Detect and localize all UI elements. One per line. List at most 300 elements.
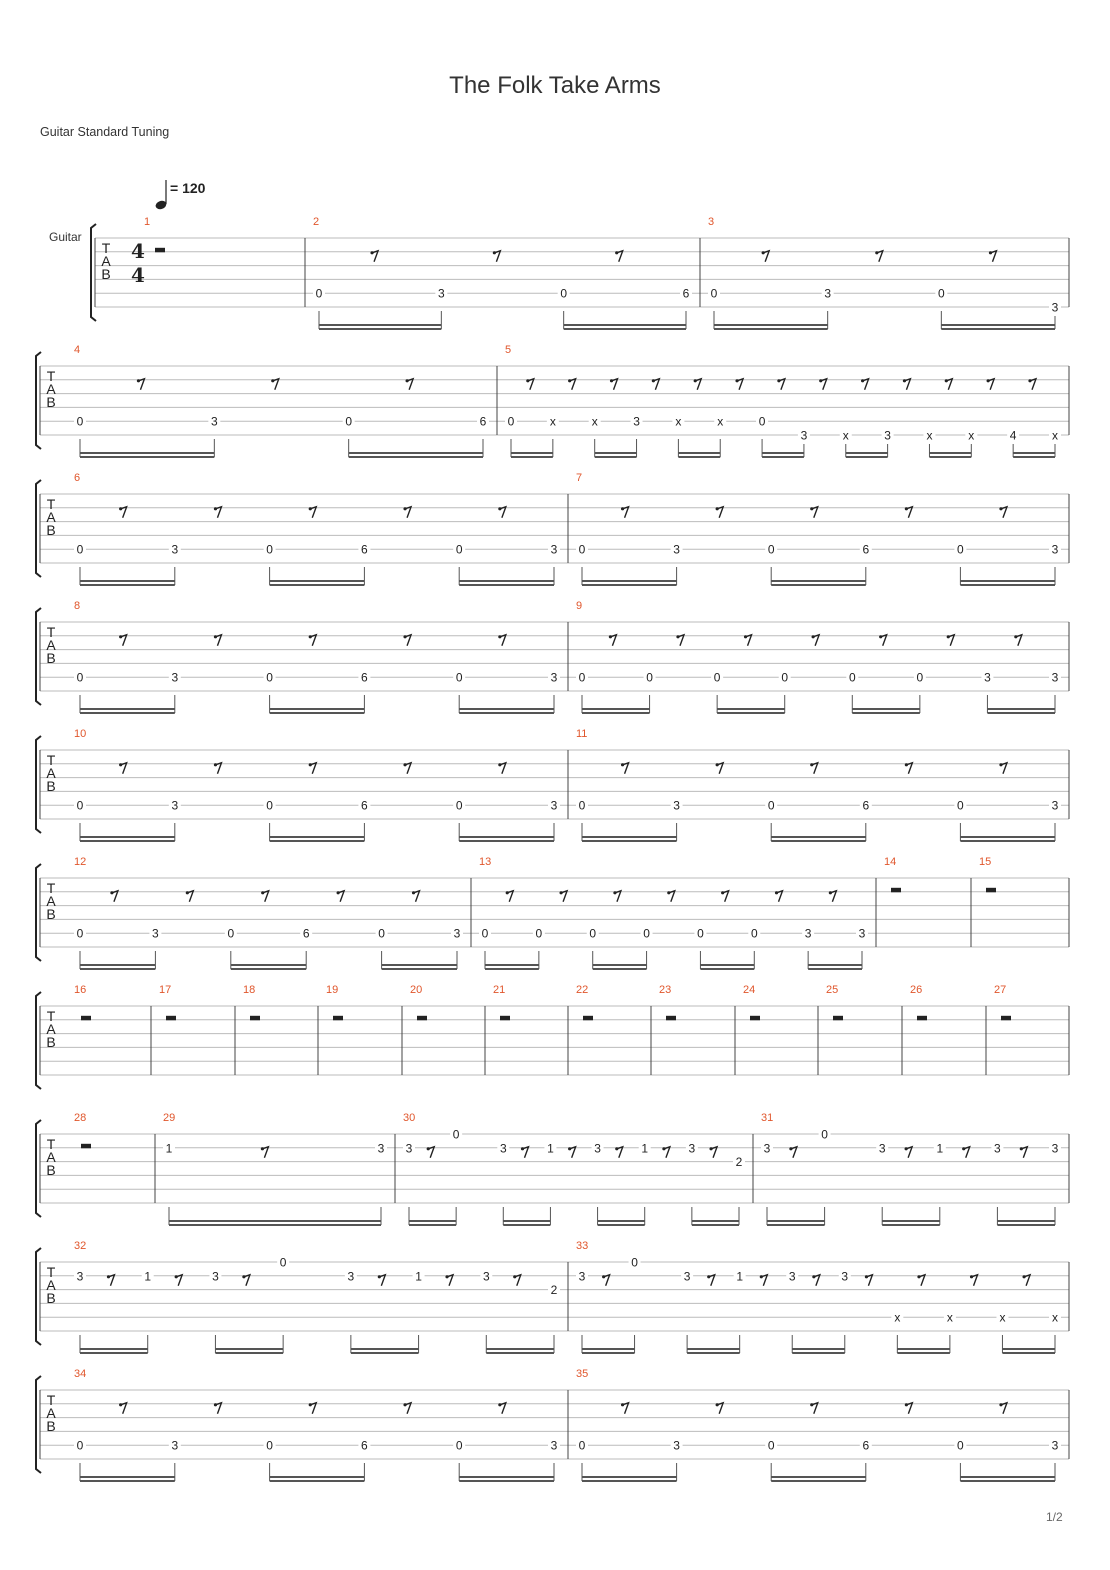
- whole-rest-icon: [891, 888, 901, 893]
- eighth-rest-dot: [999, 507, 1002, 510]
- tab-clef-letter: A: [46, 893, 56, 909]
- fret-number: 0: [781, 670, 789, 685]
- fret-number: 6: [361, 798, 368, 813]
- fret-number: 0: [76, 926, 84, 941]
- fret-number: 3: [683, 1269, 691, 1284]
- eighth-rest-dot: [744, 635, 747, 638]
- tab-clef-letter: A: [46, 1405, 56, 1421]
- whole-rest-icon: [917, 1016, 927, 1021]
- measure-number: 20: [410, 984, 423, 996]
- measure-number: 16: [74, 984, 87, 996]
- eighth-rest-dot: [309, 635, 312, 638]
- whole-rest-icon: [81, 1016, 91, 1021]
- fret-number: x: [946, 1310, 953, 1325]
- eighth-rest-dot: [445, 1275, 448, 1278]
- fret-number: 0: [646, 670, 653, 685]
- measure-number: 9: [576, 600, 583, 612]
- eighth-rest-dot: [652, 379, 655, 382]
- eighth-rest-dot: [1020, 1147, 1023, 1150]
- eighth-rest-dot: [526, 379, 529, 382]
- eighth-rest-dot: [810, 1403, 813, 1406]
- measure-number: 11: [576, 728, 588, 740]
- measure-number: 5: [505, 344, 512, 356]
- fret-number: x: [591, 414, 598, 429]
- fret-number: 0: [452, 1127, 460, 1142]
- fret-number: x: [926, 428, 933, 443]
- fret-number: 3: [437, 286, 445, 301]
- eighth-rest-dot: [762, 251, 765, 254]
- measure-number: 10: [74, 728, 87, 740]
- measure-number: 26: [910, 984, 923, 996]
- eighth-rest-dot: [498, 1403, 501, 1406]
- eighth-rest-dot: [337, 891, 340, 894]
- measure-number: 7: [576, 472, 583, 484]
- tab-clef-letter: T: [46, 1008, 56, 1024]
- fret-number: 3: [673, 542, 680, 557]
- eighth-rest-dot: [819, 379, 822, 382]
- fret-number: 0: [848, 670, 856, 685]
- fret-number: 0: [578, 542, 586, 557]
- fret-number: 3: [1051, 1141, 1059, 1156]
- measure-number: 29: [163, 1112, 176, 1124]
- fret-number: 2: [550, 1283, 558, 1298]
- fret-number: 0: [957, 798, 964, 813]
- eighth-rest-dot: [427, 1147, 430, 1150]
- measure-number: 21: [493, 984, 506, 996]
- eighth-rest-dot: [403, 507, 406, 510]
- tab-clef-letter: T: [46, 1264, 56, 1280]
- tab-system: [91, 216, 1069, 329]
- fret-number: 4: [1009, 428, 1017, 443]
- fret-number: 3: [994, 1141, 1001, 1156]
- eighth-rest-dot: [777, 379, 780, 382]
- fret-number: x: [999, 1310, 1006, 1325]
- fret-number: 0: [589, 926, 597, 941]
- tab-clef-letter: T: [101, 240, 111, 256]
- whole-rest-icon: [833, 1016, 843, 1021]
- eighth-rest-dot: [621, 763, 624, 766]
- tab-clef-letter: T: [46, 624, 56, 640]
- eighth-rest-dot: [812, 1275, 815, 1278]
- measure-number: 33: [576, 1240, 589, 1252]
- fret-number: 3: [482, 1269, 490, 1284]
- tab-clef-letter: A: [46, 381, 56, 397]
- eighth-rest-dot: [214, 1403, 217, 1406]
- eighth-rest-dot: [521, 1147, 524, 1150]
- eighth-rest-dot: [987, 379, 990, 382]
- measure-number: 24: [743, 984, 756, 996]
- eighth-rest-dot: [615, 1147, 618, 1150]
- fret-number: x: [894, 1310, 901, 1325]
- fret-number: 0: [937, 286, 945, 301]
- fret-number: 3: [171, 542, 179, 557]
- tab-clef-letter: A: [46, 765, 56, 781]
- fret-number: x: [1052, 1310, 1058, 1325]
- measure-number: 31: [761, 1112, 774, 1124]
- whole-rest-icon: [250, 1016, 260, 1021]
- eighth-rest-dot: [271, 379, 274, 382]
- fret-number: 0: [957, 542, 964, 557]
- tab-clef-letter: B: [46, 1290, 56, 1306]
- eighth-rest-dot: [879, 635, 882, 638]
- measure-number: 18: [243, 984, 256, 996]
- eighth-rest-dot: [621, 507, 624, 510]
- eighth-rest-dot: [875, 251, 878, 254]
- tab-clef-letter: A: [46, 509, 56, 525]
- fret-number: 3: [171, 798, 179, 813]
- measure-number: 22: [576, 984, 589, 996]
- eighth-rest-dot: [406, 379, 409, 382]
- eighth-rest-dot: [309, 1403, 312, 1406]
- fret-number: 6: [479, 414, 487, 429]
- fret-number: 3: [763, 1141, 771, 1156]
- tab-clef-letter: B: [46, 1162, 56, 1178]
- eighth-rest-dot: [621, 1403, 624, 1406]
- measure-number: 14: [884, 856, 897, 868]
- measure-number: 27: [994, 984, 1007, 996]
- fret-number: 3: [550, 798, 558, 813]
- eighth-rest-dot: [1014, 635, 1017, 638]
- fret-number: 1: [165, 1141, 173, 1156]
- eighth-rest-dot: [568, 1147, 571, 1150]
- fret-number: 3: [1051, 1438, 1059, 1453]
- eighth-rest-dot: [905, 763, 908, 766]
- page-number: 1/2: [1046, 1510, 1063, 1524]
- fret-number: 0: [279, 1255, 287, 1270]
- eighth-rest-dot: [810, 507, 813, 510]
- fret-number: 6: [361, 670, 368, 685]
- eighth-rest-dot: [568, 379, 571, 382]
- eighth-rest-dot: [721, 891, 724, 894]
- fret-number: 3: [152, 926, 159, 941]
- tab-clef-letter: A: [46, 1021, 56, 1037]
- fret-number: 3: [499, 1141, 507, 1156]
- eighth-rest-dot: [403, 635, 406, 638]
- eighth-rest-dot: [498, 763, 501, 766]
- fret-number: 0: [821, 1127, 828, 1142]
- eighth-rest-dot: [214, 763, 217, 766]
- eighth-rest-dot: [119, 763, 122, 766]
- eighth-rest-dot: [119, 635, 122, 638]
- fret-number: 3: [453, 926, 461, 941]
- whole-rest-icon: [81, 1144, 91, 1149]
- eighth-rest-dot: [999, 1403, 1002, 1406]
- fret-number: 3: [377, 1141, 385, 1156]
- measure-number: 23: [659, 984, 672, 996]
- fret-number: 0: [378, 926, 385, 941]
- measure-number: 19: [326, 984, 339, 996]
- eighth-rest-dot: [214, 507, 217, 510]
- fret-number: 0: [266, 798, 273, 813]
- fret-number: x: [549, 414, 556, 429]
- fret-number: 0: [76, 1438, 84, 1453]
- measure-number: 15: [979, 856, 992, 868]
- fret-number: 0: [266, 1438, 273, 1453]
- fret-number: x: [675, 414, 682, 429]
- measure-number: 1: [144, 216, 151, 228]
- eighth-rest-dot: [760, 1275, 763, 1278]
- eighth-rest-dot: [812, 635, 815, 638]
- tuning-label: Guitar Standard Tuning: [40, 125, 170, 139]
- fret-number: 3: [673, 1438, 680, 1453]
- fret-number: 0: [76, 414, 84, 429]
- tab-clef-letter: T: [46, 1392, 56, 1408]
- fret-number: 1: [144, 1269, 152, 1284]
- fret-number: 0: [643, 926, 650, 941]
- eighth-rest-dot: [962, 1147, 965, 1150]
- fret-number: 3: [405, 1141, 413, 1156]
- tempo-marking: = 120: [170, 180, 206, 196]
- eighth-rest-dot: [694, 379, 697, 382]
- fret-number: 0: [535, 926, 543, 941]
- measure-number: 8: [74, 600, 81, 612]
- eighth-rest-dot: [498, 507, 501, 510]
- fret-number: 0: [76, 542, 84, 557]
- fret-number: x: [968, 428, 975, 443]
- fret-number: 3: [550, 670, 558, 685]
- fret-number: 0: [713, 670, 721, 685]
- fret-number: 3: [878, 1141, 886, 1156]
- fret-number: 3: [1051, 798, 1059, 813]
- fret-number: 3: [212, 1269, 219, 1284]
- fret-number: 0: [455, 670, 463, 685]
- measure-number: 2: [313, 216, 320, 228]
- eighth-rest-dot: [610, 379, 613, 382]
- tab-clef-letter: T: [46, 880, 56, 896]
- whole-rest-icon: [333, 1016, 343, 1021]
- fret-number: 6: [302, 926, 310, 941]
- fret-number: x: [842, 428, 849, 443]
- eighth-rest-dot: [214, 635, 217, 638]
- tab-clef-letter: T: [46, 752, 56, 768]
- fret-number: 0: [455, 798, 463, 813]
- fret-number: 1: [736, 1269, 744, 1284]
- fret-number: 3: [1051, 670, 1059, 685]
- eighth-rest-dot: [602, 1275, 605, 1278]
- eighth-rest-dot: [110, 891, 113, 894]
- eighth-rest-dot: [1022, 1275, 1025, 1278]
- tab-clef-letter: B: [46, 394, 56, 410]
- fret-number: 3: [841, 1269, 849, 1284]
- measure-number: 6: [74, 472, 81, 484]
- fret-number: 2: [735, 1155, 743, 1170]
- fret-number: 0: [76, 670, 84, 685]
- eighth-rest-dot: [945, 379, 948, 382]
- tab-system: [36, 984, 1069, 1089]
- eighth-rest-dot: [175, 1275, 178, 1278]
- eighth-rest-dot: [403, 1403, 406, 1406]
- tab-system: [36, 1112, 1069, 1225]
- fret-number: x: [717, 414, 724, 429]
- fret-number: 3: [347, 1269, 355, 1284]
- fret-number: 0: [315, 286, 323, 301]
- whole-rest-icon: [166, 1016, 176, 1021]
- eighth-rest-dot: [947, 635, 950, 638]
- eighth-rest-dot: [865, 1275, 868, 1278]
- song-title: The Folk Take Arms: [449, 72, 661, 99]
- eighth-rest-dot: [498, 635, 501, 638]
- eighth-rest-dot: [905, 1403, 908, 1406]
- eighth-rest-dot: [709, 1147, 712, 1150]
- fret-number: 3: [788, 1269, 796, 1284]
- eighth-rest-dot: [378, 1275, 381, 1278]
- fret-number: 0: [578, 798, 586, 813]
- fret-number: 0: [916, 670, 924, 685]
- tab-clef-letter: B: [46, 1418, 56, 1434]
- tab-system: [36, 728, 1069, 841]
- tab-system: [36, 856, 1069, 969]
- eighth-rest-dot: [186, 891, 189, 894]
- fret-number: 3: [1051, 542, 1059, 557]
- measure-number: 32: [74, 1240, 87, 1252]
- fret-number: 0: [507, 414, 515, 429]
- fret-number: 0: [578, 1438, 586, 1453]
- eighth-rest-dot: [861, 379, 864, 382]
- eighth-rest-dot: [137, 379, 140, 382]
- measure-number: 3: [708, 216, 715, 228]
- measure-number: 35: [576, 1368, 589, 1380]
- fret-number: 0: [266, 670, 273, 685]
- eighth-rest-dot: [716, 763, 719, 766]
- whole-rest-icon: [1001, 1016, 1011, 1021]
- tab-system: [36, 600, 1069, 713]
- eighth-rest-dot: [905, 507, 908, 510]
- fret-number: 0: [227, 926, 235, 941]
- fret-number: 0: [758, 414, 766, 429]
- fret-number: 6: [361, 542, 368, 557]
- fret-number: 6: [862, 798, 870, 813]
- fret-number: 0: [631, 1255, 638, 1270]
- fret-number: 3: [550, 1438, 558, 1453]
- eighth-rest-dot: [513, 1275, 516, 1278]
- measure-number: 30: [403, 1112, 416, 1124]
- fret-number: 3: [858, 926, 866, 941]
- fret-number: 0: [560, 286, 568, 301]
- whole-rest-icon: [583, 1016, 593, 1021]
- tab-clef-letter: A: [46, 1149, 56, 1165]
- measure-number: 34: [74, 1368, 87, 1380]
- fret-number: 6: [682, 286, 690, 301]
- eighth-rest-dot: [370, 251, 373, 254]
- fret-number: 0: [345, 414, 353, 429]
- tab-clef-letter: B: [46, 906, 56, 922]
- measure-number: 17: [159, 984, 172, 996]
- eighth-rest-dot: [309, 507, 312, 510]
- fret-number: 3: [594, 1141, 601, 1156]
- measure-number: 4: [74, 344, 81, 356]
- eighth-rest-dot: [615, 251, 618, 254]
- measure-number: 25: [826, 984, 839, 996]
- eighth-rest-dot: [829, 891, 832, 894]
- fret-number: 0: [455, 1438, 463, 1453]
- eighth-rest-dot: [735, 379, 738, 382]
- fret-number: 3: [76, 1269, 84, 1284]
- fret-number: 0: [76, 798, 84, 813]
- tab-clef-letter: B: [46, 650, 56, 666]
- tab-clef-letter: B: [46, 778, 56, 794]
- eighth-rest-dot: [999, 763, 1002, 766]
- whole-rest-icon: [750, 1016, 760, 1021]
- fret-number: 0: [697, 926, 704, 941]
- fret-number: 3: [673, 798, 680, 813]
- fret-number: 3: [550, 542, 558, 557]
- eighth-rest-dot: [119, 1403, 122, 1406]
- fret-number: 0: [957, 1438, 964, 1453]
- eighth-rest-dot: [559, 891, 562, 894]
- whole-rest-icon: [417, 1016, 427, 1021]
- fret-number: 3: [804, 926, 812, 941]
- tab-clef-letter: T: [46, 496, 56, 512]
- fret-number: 1: [936, 1141, 944, 1156]
- measure-number: 12: [74, 856, 87, 868]
- tab-clef-letter: B: [46, 1034, 56, 1050]
- fret-number: 3: [1051, 300, 1059, 315]
- fret-number: 6: [361, 1438, 368, 1453]
- time-signature-top: 4: [131, 239, 145, 263]
- eighth-rest-dot: [119, 507, 122, 510]
- fret-number: 0: [767, 1438, 775, 1453]
- fret-number: 3: [171, 670, 179, 685]
- eighth-rest-dot: [716, 1403, 719, 1406]
- eighth-rest-dot: [403, 763, 406, 766]
- fret-number: 6: [862, 1438, 870, 1453]
- tab-clef-letter: A: [46, 1277, 56, 1293]
- eighth-rest-dot: [903, 379, 906, 382]
- tab-clef-letter: T: [46, 1136, 56, 1152]
- fret-number: 3: [984, 670, 991, 685]
- eighth-rest-dot: [261, 891, 264, 894]
- fret-number: 3: [688, 1141, 696, 1156]
- fret-number: 0: [767, 798, 775, 813]
- time-signature-bottom: 4: [131, 263, 145, 287]
- fret-number: 3: [884, 428, 891, 443]
- fret-number: 3: [578, 1269, 586, 1284]
- eighth-rest-dot: [676, 635, 679, 638]
- fret-number: 3: [800, 428, 808, 443]
- eighth-rest-dot: [810, 763, 813, 766]
- measure-number: 28: [74, 1112, 87, 1124]
- eighth-rest-dot: [613, 891, 616, 894]
- fret-number: x: [1052, 428, 1058, 443]
- fret-number: 3: [824, 286, 832, 301]
- tab-clef-letter: A: [46, 637, 56, 653]
- measure-number: 13: [479, 856, 492, 868]
- tab-system: [36, 472, 1069, 585]
- eighth-rest-dot: [905, 1147, 908, 1150]
- tab-clef-letter: A: [101, 253, 111, 269]
- fret-number: 0: [710, 286, 718, 301]
- whole-rest-icon: [500, 1016, 510, 1021]
- eighth-rest-dot: [261, 1147, 264, 1150]
- fret-number: 1: [641, 1141, 649, 1156]
- eighth-rest-dot: [917, 1275, 920, 1278]
- eighth-rest-dot: [667, 891, 670, 894]
- eighth-rest-dot: [775, 891, 778, 894]
- fret-number: 3: [210, 414, 218, 429]
- eighth-rest-dot: [662, 1147, 665, 1150]
- whole-rest-icon: [155, 248, 165, 253]
- fret-number: 3: [633, 414, 640, 429]
- eighth-rest-dot: [309, 763, 312, 766]
- eighth-rest-dot: [970, 1275, 973, 1278]
- fret-number: 0: [578, 670, 586, 685]
- eighth-rest-dot: [707, 1275, 710, 1278]
- tab-clef-letter: B: [46, 522, 56, 538]
- fret-number: 0: [455, 542, 463, 557]
- fret-number: 3: [171, 1438, 179, 1453]
- whole-rest-icon: [666, 1016, 676, 1021]
- fret-number: 0: [767, 542, 775, 557]
